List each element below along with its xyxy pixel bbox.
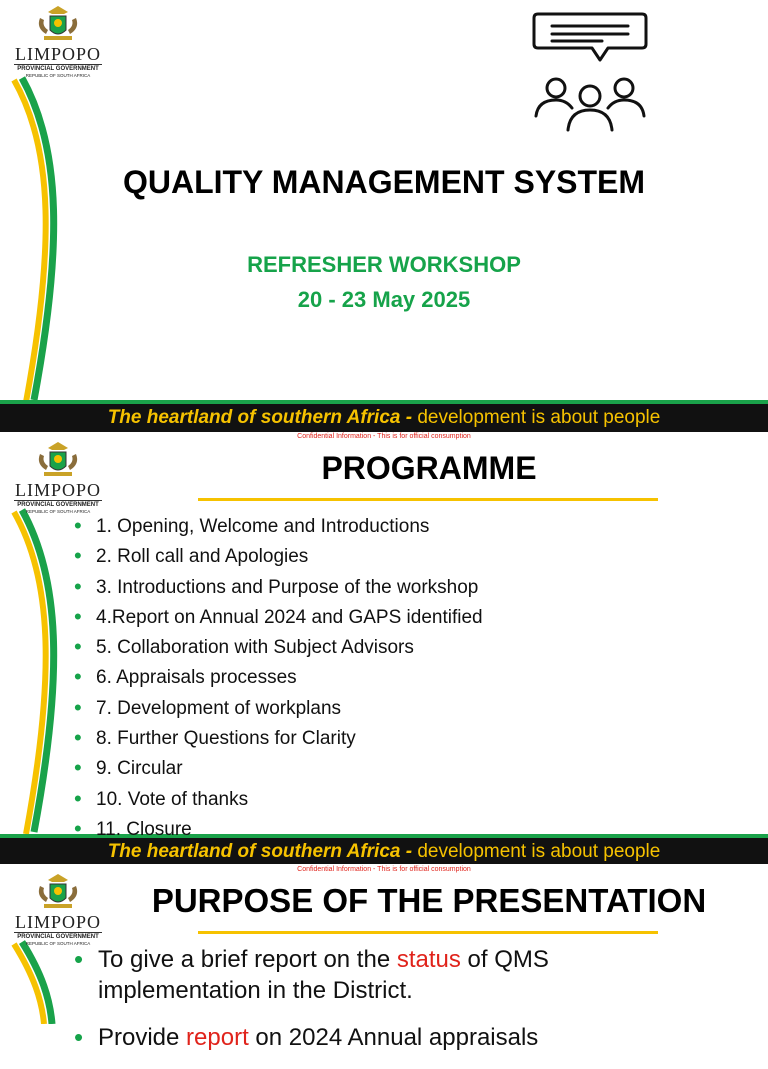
slide-title-heading: QUALITY MANAGEMENT SYSTEM [122,164,646,200]
list-item: • 10. Vote of thanks [74,785,483,815]
logo-name: LIMPOPO [14,912,101,932]
limpopo-logo [6,440,110,515]
logo-line-2: REPUBLIC OF SOUTH AFRICA [25,941,91,946]
workshop-subtitle: REFRESHER WORKSHOP [247,252,521,277]
purpose-text: To give a brief report on the [98,946,397,973]
logo-line-1: PROVINCIAL GOVERNMENT [14,932,102,941]
purpose-text: Provide [98,1024,187,1051]
limpopo-logo [6,872,110,947]
list-item: • 3. Introductions and Purpose of the workshop [74,573,483,603]
programme-heading: PROGRAMME [321,450,537,486]
logo-name: LIMPOPO [14,44,101,64]
list-item: • 4.Report on Annual 2024 and GAPS identified [74,603,483,633]
coat-of-arms-icon [34,4,82,44]
logo-line-1: PROVINCIAL GOVERNMENT [14,500,102,509]
list-item: • 8. Further Questions for Clarity [74,724,483,754]
list-item [74,1022,674,1053]
footer-banner [0,400,768,432]
list-item: • 7. Development of workplans [74,694,483,724]
meeting-discussion-icon [532,10,648,134]
workshop-date: 20 - 23 May 2025 [297,287,471,312]
highlight-report: report [186,1024,249,1051]
list-item: • 1. Opening, Welcome and Introductions [74,512,483,542]
banner-text: development is about people [412,407,661,428]
list-item: • 6. Appraisals processes [74,663,483,693]
purpose-list [74,944,674,1069]
purpose-text: of QMS implementation in the District. [98,946,549,1004]
confidential-notice: Confidential Information - This is for official consumption [297,433,471,440]
list-item [74,944,674,1006]
list-item: • 5. Collaboration with Subject Advisors [74,633,483,663]
list-item: • 9. Circular [74,754,483,784]
confidential-notice: Confidential Information - This is for official consumption [297,866,471,873]
heading-underline [198,931,658,934]
banner-bold-text: The heartland of southern Africa - [107,841,413,862]
list-item: • 2. Roll call and Apologies [74,542,483,572]
heading-underline [198,498,658,501]
list-item: • 11. Closure [74,815,483,845]
limpopo-logo [6,4,110,79]
programme-list [74,512,483,845]
banner-bold-text: The heartland of southern Africa - [107,407,413,428]
coat-of-arms-icon [34,440,82,480]
logo-line-2: REPUBLIC OF SOUTH AFRICA [25,509,91,514]
purpose-text: on 2024 Annual appraisals [248,1024,539,1051]
logo-line-1: PROVINCIAL GOVERNMENT [14,64,102,73]
coat-of-arms-icon [34,872,82,912]
logo-name: LIMPOPO [14,480,101,500]
slide-title [0,0,768,432]
banner-text: development is about people [412,841,661,862]
purpose-heading: PURPOSE OF THE PRESENTATION [151,882,707,919]
highlight-status: status [396,946,461,973]
logo-line-2: REPUBLIC OF SOUTH AFRICA [25,73,91,78]
